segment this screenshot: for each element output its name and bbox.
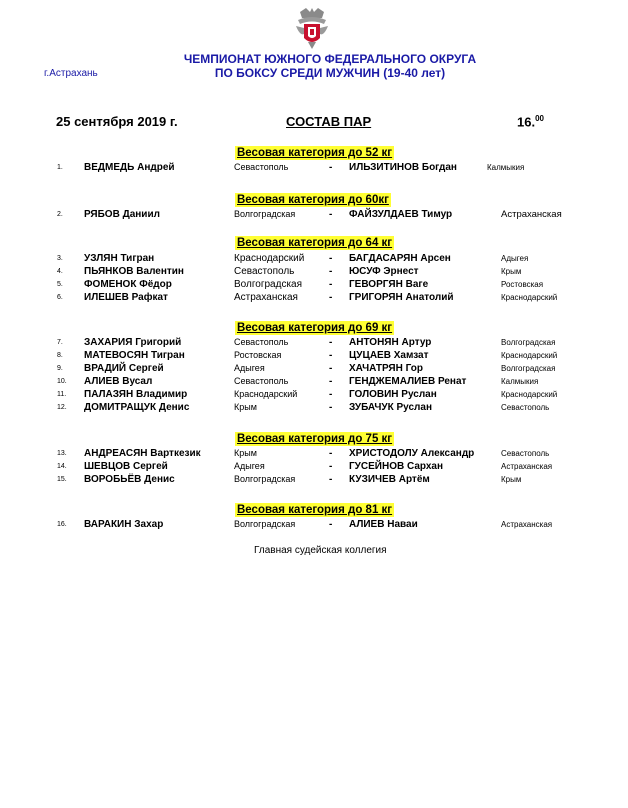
boxer-red: АЛИЕВ Вусал <box>84 376 153 387</box>
boxer-blue: ГЕВОРГЯН Ваге <box>349 279 429 290</box>
region-red: Севастополь <box>234 376 289 386</box>
boxer-red: ВРАДИЙ Сергей <box>84 363 164 374</box>
region-red: Краснодарский <box>234 253 305 264</box>
region-red: Севастополь <box>234 162 289 172</box>
pair-row <box>0 375 628 388</box>
pair-dash: - <box>329 279 333 290</box>
weight-category-60: Весовая категория до 60кг <box>237 194 389 206</box>
region-red: Волгоградская <box>234 209 296 219</box>
boxer-red: ШЕВЦОВ Сергей <box>84 461 168 472</box>
pair-number: 2. <box>57 211 63 218</box>
pair-number: 9. <box>57 365 63 372</box>
boxer-red: ДОМИТРАЩУК Денис <box>84 402 190 413</box>
boxer-blue: АНТОНЯН Артур <box>349 337 432 348</box>
pair-row <box>0 291 628 304</box>
pair-row <box>0 362 628 375</box>
pair-row <box>0 252 628 265</box>
pair-dash: - <box>329 363 333 374</box>
region-blue: Адыгея <box>501 254 529 263</box>
boxer-red: ЗАХАРИЯ Григорий <box>84 337 182 348</box>
weight-category-75: Весовая категория до 75 кг <box>237 433 393 445</box>
pair-number: 14. <box>57 463 67 470</box>
weight-category-52: Весовая категория до 52 кг <box>237 147 393 159</box>
pair-number: 12. <box>57 404 67 411</box>
pair-dash: - <box>329 402 333 413</box>
region-red: Крым <box>234 448 257 458</box>
boxer-blue: ГУСЕЙНОВ Сархан <box>349 461 444 472</box>
pair-dash: - <box>329 292 333 303</box>
pair-number: 13. <box>57 450 67 457</box>
region-red: Волгоградская <box>234 279 303 290</box>
pair-number: 3. <box>57 255 63 262</box>
boxer-red: ИЛЕШЕВ Рафкат <box>84 292 168 303</box>
pair-row <box>0 265 628 278</box>
boxer-blue: ГЕНДЖЕМАЛИЕВ Ренат <box>349 376 467 387</box>
region-blue: Астраханская <box>501 520 553 529</box>
pair-number: 10. <box>57 378 67 385</box>
region-red: Адыгея <box>234 461 265 471</box>
region-red: Волгоградская <box>234 519 296 529</box>
region-red: Крым <box>234 402 257 412</box>
region-blue: Крым <box>501 267 522 276</box>
boxer-blue: АЛИЕВ Наваи <box>349 519 418 530</box>
boxer-red: УЗЛЯН Тигран <box>84 253 155 264</box>
region-blue: Калмыкия <box>501 377 539 386</box>
region-blue: Севастополь <box>501 403 550 412</box>
boxer-blue: БАГДАСАРЯН Арсен <box>349 253 451 264</box>
pair-dash: - <box>329 461 333 472</box>
pair-row <box>0 388 628 401</box>
start-time: 16.00 <box>517 114 544 130</box>
championship-title-line2: ПО БОКСУ СРЕДИ МУЖЧИН (19-40 лет) <box>214 66 446 80</box>
boxer-red: ПЬЯНКОВ Валентин <box>84 266 184 277</box>
boxer-blue: ЮСУФ Эрнест <box>349 266 419 277</box>
boxer-blue: КУЗИЧЕВ Артём <box>349 474 430 485</box>
pair-row <box>0 278 628 291</box>
region-blue: Крым <box>501 475 522 484</box>
pair-number: 6. <box>57 294 63 301</box>
weight-category-64: Весовая категория до 64 кг <box>237 237 393 249</box>
pair-row <box>0 336 628 349</box>
region-blue: Астраханская <box>501 462 553 471</box>
region-red: Волгоградская <box>234 474 296 484</box>
boxer-blue: ФАЙЗУЛДАЕВ Тимур <box>349 209 453 220</box>
pair-row <box>0 447 628 460</box>
region-blue: Астраханская <box>501 209 562 220</box>
judges-panel-label: Главная судейская коллегия <box>254 545 387 556</box>
region-red: Севастополь <box>234 266 295 277</box>
pair-dash: - <box>329 519 333 530</box>
boxer-blue: ГОЛОВИН Руслан <box>349 389 437 400</box>
pair-dash: - <box>329 376 333 387</box>
pair-dash: - <box>329 253 333 264</box>
region-red: Севастополь <box>234 337 289 347</box>
weight-category-81: Весовая категория до 81 кг <box>237 504 393 516</box>
region-red: Ростовская <box>234 350 282 360</box>
pair-number: 16. <box>57 521 67 528</box>
championship-title-line1: ЧЕМПИОНАТ ЮЖНОГО ФЕДЕРАЛЬНОГО ОКРУГА <box>183 52 477 66</box>
boxer-red: ПАЛАЗЯН Владимир <box>84 389 188 400</box>
boxer-red: АНДРЕАСЯН Варткезик <box>84 448 201 459</box>
pair-number: 4. <box>57 268 63 275</box>
region-blue: Краснодарский <box>501 390 558 399</box>
region-blue: Краснодарский <box>501 293 558 302</box>
pair-number: 11. <box>57 391 67 398</box>
boxer-blue: ХРИСТОДОЛУ Александр <box>349 448 475 459</box>
pair-dash: - <box>329 162 333 173</box>
pair-row <box>0 349 628 362</box>
pair-dash: - <box>329 474 333 485</box>
city-label: г.Астрахань <box>44 68 98 79</box>
pair-row <box>0 473 628 486</box>
region-blue: Краснодарский <box>501 351 558 360</box>
boxer-red: ВЕДМЕДЬ Андрей <box>84 162 175 173</box>
pair-dash: - <box>329 209 333 220</box>
pair-dash: - <box>329 266 333 277</box>
region-blue: Волгоградская <box>501 338 556 347</box>
boxer-blue: ГРИГОРЯН Анатолий <box>349 292 454 303</box>
pair-row <box>0 460 628 473</box>
boxer-blue: ЗУБАЧУК Руслан <box>349 402 432 413</box>
weight-category-69: Весовая категория до 69 кг <box>237 322 393 334</box>
document-title: СОСТАВ ПАР <box>286 114 372 129</box>
region-blue: Ростовская <box>501 280 544 289</box>
region-red: Астраханская <box>234 292 298 303</box>
pair-row <box>0 401 628 414</box>
pair-number: 15. <box>57 476 67 483</box>
boxer-blue: ИЛЬЗИТИНОВ Богдан <box>349 162 457 173</box>
pair-row <box>0 208 628 221</box>
pair-number: 8. <box>57 352 63 359</box>
date-label: 25 сентября 2019 г. <box>56 114 178 129</box>
region-red: Краснодарский <box>234 389 298 399</box>
federation-emblem-icon <box>296 6 328 50</box>
boxer-red: ВОРОБЬЁВ Денис <box>84 474 175 485</box>
boxer-red: ФОМЕНОК Фёдор <box>84 279 172 290</box>
pair-number: 5. <box>57 281 63 288</box>
region-blue: Севастополь <box>501 449 550 458</box>
pair-dash: - <box>329 389 333 400</box>
pair-dash: - <box>329 337 333 348</box>
pair-number: 7. <box>57 339 63 346</box>
pair-dash: - <box>329 350 333 361</box>
pair-dash: - <box>329 448 333 459</box>
boxer-red: МАТЕВОСЯН Тигран <box>84 350 185 361</box>
pair-number: 1. <box>57 164 63 171</box>
boxer-red: РЯБОВ Даниил <box>84 209 160 220</box>
boxer-blue: ХАЧАТРЯН Гор <box>349 363 423 374</box>
boxer-blue: ЦУЦАЕВ Хамзат <box>349 350 429 361</box>
region-blue: Калмыкия <box>487 163 525 172</box>
region-blue: Волгоградская <box>501 364 556 373</box>
pair-row <box>0 161 628 174</box>
pair-row <box>0 518 628 531</box>
boxer-red: ВАРАКИН Захар <box>84 519 164 530</box>
region-red: Адыгея <box>234 363 265 373</box>
